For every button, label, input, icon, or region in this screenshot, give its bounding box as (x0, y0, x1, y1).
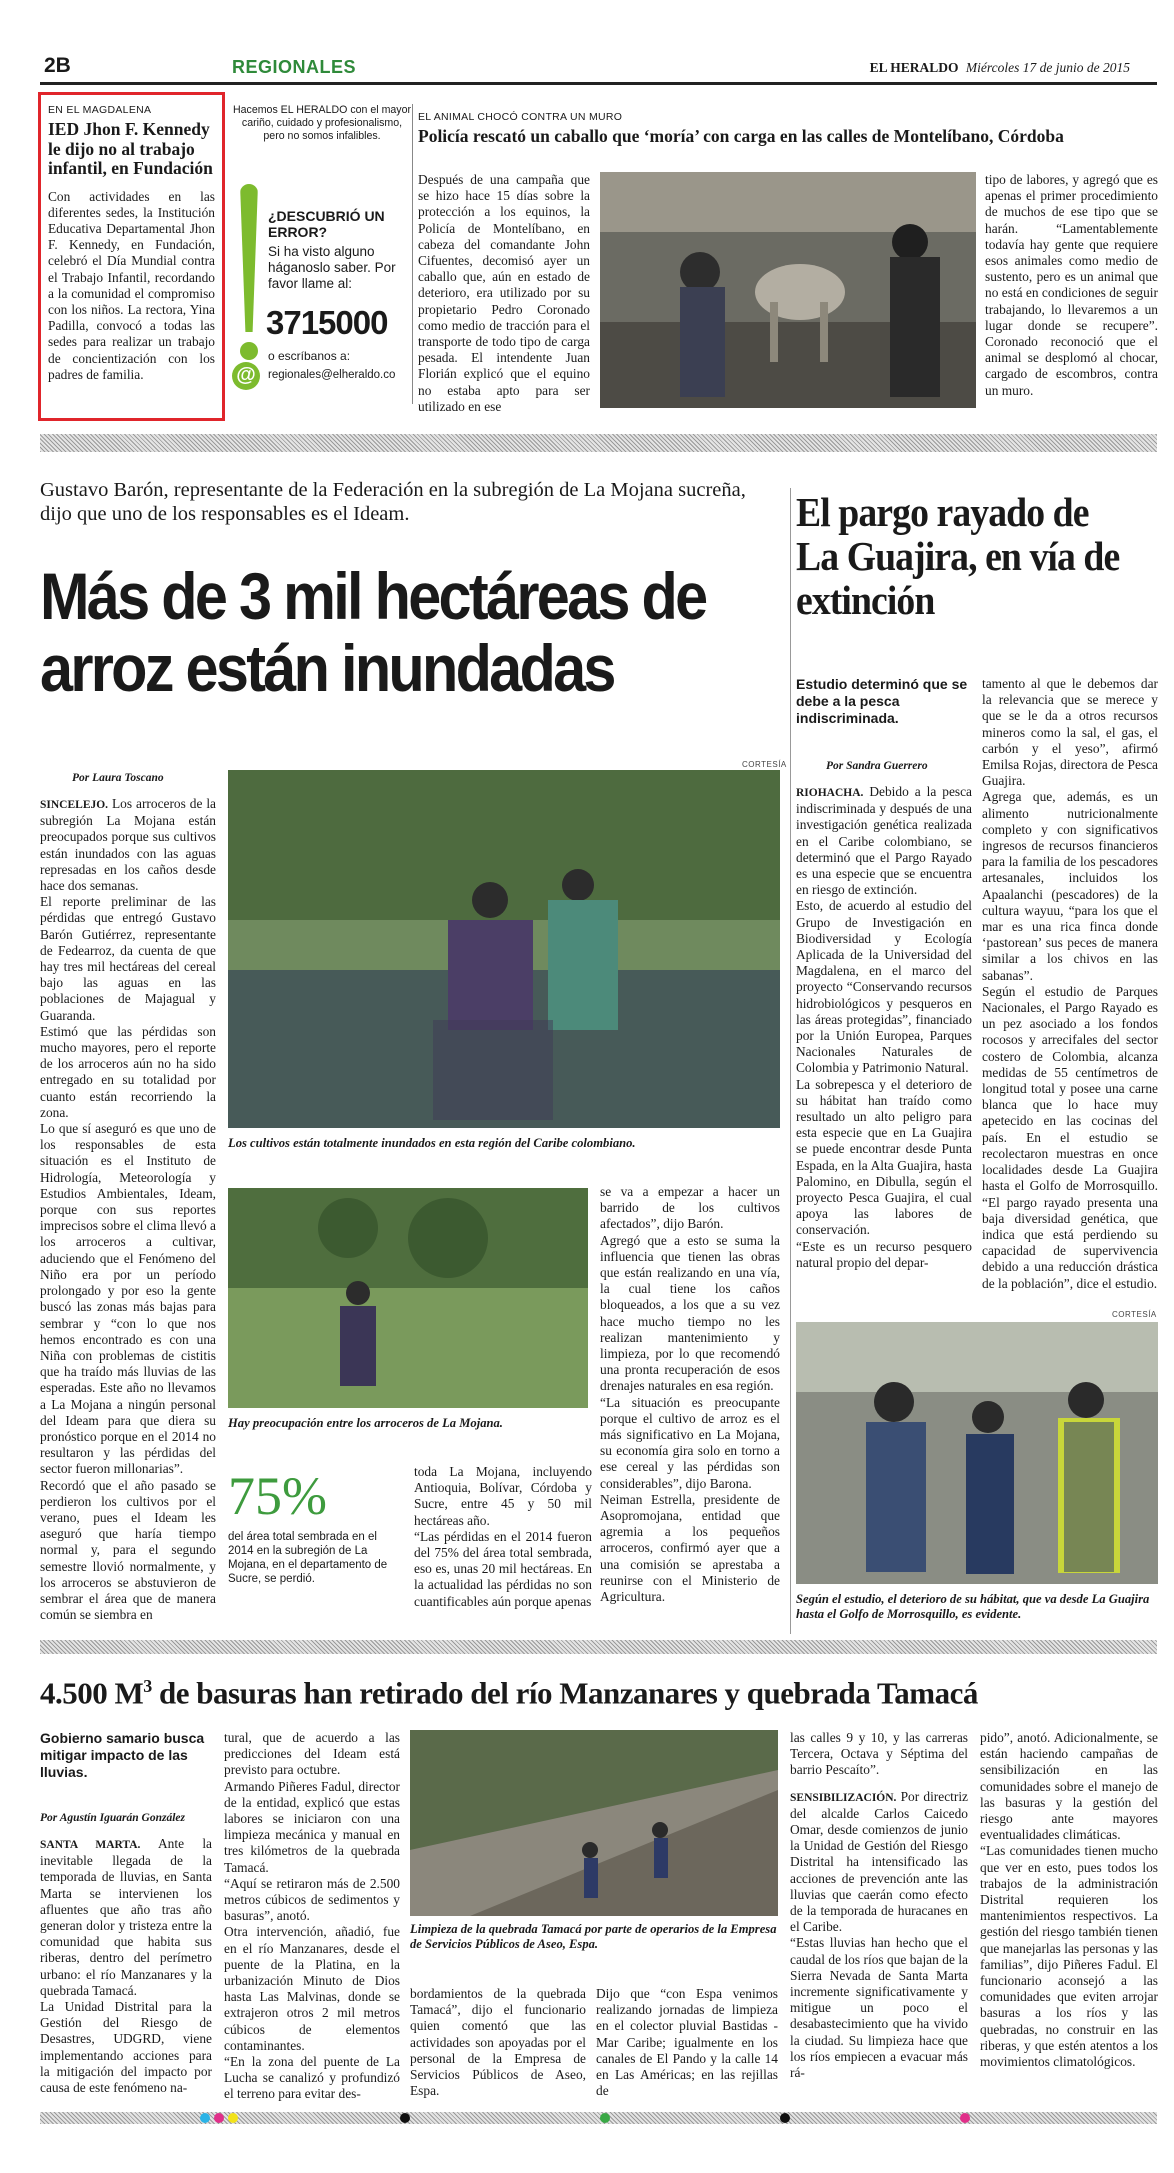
waste-byline: Por Agustín Iguarán González (40, 1812, 185, 1824)
horse-col2: tipo de labores, y agregó que es apenas el primer procedimiento de muchos de ese tipo que se harán. “Lamentablemente todavía hay gente que requiere esos animales como medio de sustento, pero es un animal que no está en condiciones de seguir trabajando, lo llevaremos a un lugar donde se recupere”. Coronado reconoció que el animal se desplomó al chocar, cargado de escombros, contra un muro. (985, 172, 1158, 398)
rice-photo-1-art (228, 770, 780, 1128)
waste-col5: las calles 9 y 10, y las carreras Tercera, Octava y Séptima del barrio Pescaíto”. SENSIBILIZACIÓN. Por directriz del alcalde Carlos Caicedo Omar, desde comienzos de junio la Unidad de Gestión del Riesgo Distrital ha intensificado las acciones de prevención ante las lluvias que caerán como efecto de la temporada de huracanes en el Caribe. “Estas lluvias han hecho que el caudal de los ríos que bajan de la Sierra Nevada de Santa Marta incremente significativamente y mitigue un poco el desabastecimiento que ha vivido la ciudad. Su limpieza hace que los ríos empiecen a evacuar más rá- (790, 1730, 968, 2081)
error-write: o escríbanos a: (268, 349, 351, 363)
waste-dateline: SANTA MARTA. (40, 1839, 141, 1851)
pargo-col1: RIOHACHA. Debido a la pesca indiscriminada y después de una investigación genética realizada en el Caribe colombiano, se determinó que el Pargo Rayado es una especie que se encuentra en riesgo de extinción. Esto, de acuerdo al estudio del Grupo de Investigación en Biodiversidad y Ecología Aplicada de la Universidad del Magdalena, en el marco del proyecto “Conservando recursos hidrobiológicos y pesqueros en las áreas protegidas”, financiado por la Unión Europea, Parques Nacionales Naturales de Colombia y Patrimonio Natural. La sobrepesca y el deterioro de su hábitat han traído como resultado un alto peligro para esta especie que en La Guajira se puede encontrar desde Punta Espada, en la Alta Guajira, hasta Palomino, en Dibulla, según el proyecto Pesca Guajira, el cual apoya las labores de conservación. “Este es un recurso pesquero natural propio del depar- (796, 784, 972, 1270)
reg-mark-cyan (200, 2113, 210, 2123)
waste-photo (410, 1730, 778, 1916)
rice-subhead: Gustavo Barón, representante de la Federación en la subregión de La Mojana sucreña, dijo que uno de los responsables es el Ideam. (40, 479, 746, 525)
brief-box (38, 92, 225, 421)
rice-photo-2 (228, 1188, 588, 1408)
print-registration-marks (200, 2113, 1000, 2123)
pargo-caption: Según el estudio, el deterioro de su hábitat, que va desde La Guajira hasta el Golfo de Morrosquillo, es evidente. (796, 1592, 1150, 1621)
waste-sensibilizacion-lead: SENSIBILIZACIÓN. (790, 1791, 897, 1804)
rice-title: Más de 3 mil hectáreas de arroz están inundadas (40, 559, 706, 705)
waste-col2: tural, que de acuerdo a las predicciones del Ideam está previsto para octubre. Armando Piñeres Fadul, director de la entidad, explicó que estas labores se iniciaron con una limpieza mecánica y manual en tres kilómetros de la quebrada Tamacá. “Aquí se retiraron más de 2.500 metros cúbicos de sedimentos y basuras”, anotó. Otra intervención, añadió, fue en el río Manzanares, desde el puente de la Platina, en la urbanización Minuto de Dios hasta Las Malvinas, donde se extrajeron otros 2 mil metros cúbicos de elementos contaminantes. “En la zona del puente de La Lucha se canalizó y profundizó el terreno para evitar des- (224, 1730, 400, 2102)
at-icon: @ (232, 362, 260, 390)
page-number: 2B (44, 54, 71, 77)
error-title: ¿DESCUBRIÓ UN ERROR? (268, 208, 385, 240)
waste-title: 4.500 $M^3$ de basuras han retirado del río Manzanares y quebrada Tamacá (40, 1675, 978, 1711)
column-divider-2 (790, 488, 791, 1634)
pargo-col2: tamento al que le debemos dar la relevancia que se merece y que se le da a otros recursos mineros como la sal, el gas, el carbón y el yeso”, afirmó Emilsa Rojas, directora de Pesca Guajira. Agrega que, además, es un alimento nutricionalmente completo y con significativos ingresos de recursos financieros para la familia de los pescadores artesanales, incluidos los Apaalanchi (pescadores) de la cultura wayuu, “para los que el mar es una rica finca donde ‘pastorean’ sus peces de manera similar a los chivos en las sabanas”. Según el estudio de Parques Nacionales, el Pargo Rayado es un pez asociado a los fondos rocosos y arrecifales del sector costero de Colombia, alcanza medidas de 55 centímetros de longitud total y posee una carne blanca que lo hace muy apetecido en las cocinas del país. En el estudio se recolectaron muestras en once localidades desde La Guajira hasta el Golfo de Morrosquillo. “El pargo rayado presenta una baja diversidad genética, que indica que está perdiendo su capacidad de supervivencia debido a una reducción drástica de la población”, dice el estudio. (982, 676, 1158, 1291)
brief-body: Con actividades en las diferentes sedes, la Institución Educativa Departamental Jhon F. Kennedy, en Fundación, celebró el Día Mundial contra el Trabajo Infantil, recordando a la comunidad el compromiso con los niños. La rectora, Yina Padilla, convocó a todas las sedes para realizar un trabajo de concientización con los padres de familia. (48, 188, 215, 382)
waste-col3: bordamientos de la quebrada Tamacá”, dijo el funcionario quien comentó que las actividades son apoyadas por el personal de la Empresa de Servicios Públicos de Aseo, Espa. (410, 1986, 586, 2099)
waste-col6: pido”, anotó. Adicionalmente, se están haciendo campañas de sensibilización en las comunidades sobre el manejo de las basuras y la gestión del riesgo ante mayores eventualidades climáticas. “Las comunidades tienen mucho que ver en esto, pues todos los trabajos de la administración Distrital requieren los mantenimientos respectivos. La gestión del riesgo también tienen que manejarlas las personas y las familias”, dijo Piñeres Fadul. El funcionario aconsejó a las comunidades que eviten arrojar basuras a los ríos y las quebradas, no construir en las riberas, y que estén atentos a los movimientos climatológicos. (980, 1730, 1158, 2070)
reg-mark-black (400, 2113, 410, 2123)
rice-col1: SINCELEJO. Los arroceros de la subregión La Mojana están preocupados porque sus cultivos están inundados con las aguas represadas en los caños desde hace dos semanas. El reporte preliminar de las pérdidas que entregó Gustavo Barón Gutiérrez, representante de Fedearroz, da cuenta de que hay tres mil hectáreas del cereal bajo las aguas en las poblaciones de Majagual y Guaranda. Estimó que las pérdidas son mucho mayores, pero el reporte de los arroceros aún no ha sido entregado en su totalidad por cuanto están recorriendo la zona. Lo que sí aseguró es que uno de los responsables de esta situación es el Instituto de Hidrología, Meteorología y Estudios Ambientales, Ideam, porque con sus reportes imprecisos sobre el clima llevó a los arroceros a cultivar, aduciendo que el Fenómeno del Niño era por un período prolongado y por eso la gente buscó las zonas más bajas para sembrar y “con lo que nos hemos encontrado es con una Niña con problemas de cistitis que ha traído más lluvias de las esperadas. Este año no llevamos a La Mojana a ningún personal del Ideam para que diera su pronóstico porque en el 2014 no resultaron y las pérdidas del sector fueron millonarias”. Recordó que el año pasado se perdieron los cultivos por el verano, pues el Ideam les aseguró que haría tiempo normal y, para el segundo semestre llovió normalmente, y los arroceros se abstuvieron de sembrar el área que de manera común se siembra en (40, 796, 216, 1623)
horse-kicker: EL ANIMAL CHOCÓ CONTRA UN MURO (418, 111, 623, 123)
reg-mark-black-2 (780, 2113, 790, 2123)
rice-caption-1: Los cultivos están totalmente inundados en esta región del Caribe colombiano. (228, 1136, 636, 1150)
column-divider (412, 104, 413, 404)
horse-photo-art (600, 172, 976, 408)
error-email[interactable]: regionales@elheraldo.co (268, 369, 396, 381)
waste-caption: Limpieza de la quebrada Tamacá por parte de operarios de la Empresa de Servicios Públicos de Aseo, Espa. (410, 1922, 777, 1951)
waste-summary: Gobierno samario busca mitigar impacto de las lluvias. (40, 1730, 205, 1780)
rice-byline: Por Laura Toscano (72, 772, 164, 784)
paper-name: EL HERALDO (869, 60, 959, 75)
section-band-1 (40, 434, 1157, 452)
horse-photo (600, 172, 976, 408)
reg-mark-green (600, 2113, 610, 2123)
stat-box (228, 1468, 404, 1586)
pargo-summary: Estudio determinó que se debe a la pesca indiscriminada. (796, 676, 968, 726)
pargo-dateline: RIOHACHA. (796, 787, 864, 799)
reg-mark-magenta-2 (960, 2113, 970, 2123)
rice-photo-2-art (228, 1188, 588, 1408)
reg-mark-magenta (214, 2113, 224, 2123)
rice-credit: CORTESÍA (742, 760, 787, 769)
stat-value: 75% (228, 1466, 327, 1526)
waste-photo-art (410, 1730, 778, 1916)
section-name: REGIONALES (232, 57, 357, 77)
horse-title: Policía rescató un caballo que ‘moría’ con carga en las calles de Montelíbano, Córdoba (418, 126, 1064, 146)
section-band-2 (40, 1640, 1157, 1654)
error-intro: Hacemos EL HERALDO con el mayor cariño, cuidado y profesionalismo, pero no somos infalibles. (233, 104, 411, 142)
masthead (870, 60, 1130, 76)
error-box (232, 104, 412, 404)
brief-title: IED Jhon F. Kennedy le dijo no al trabajo infantil, en Fundación (48, 119, 213, 178)
rice-photo-1 (228, 770, 780, 1128)
waste-col4: Dijo que “con Espa venimos realizando jornadas de limpieza en el colector pluvial Bastidas - Mar Caribe; igualmente en los canales de El Pando y la calle 14 en Las Américas; en las rejillas de (596, 1986, 778, 2099)
waste-col1: SANTA MARTA. Ante la inevitable llegada de la temporada de lluvias, en Santa Marta se intervienen los afluentes que año tras año generan dolor y tristeza entre la comunidad que habita sus riberas, dentro del perímetro urbano: el río Manzanares y la quebrada Tamacá. La Unidad Distrital para la Gestión del Riesgo de Desastres, UDGRD, viene implementando acciones para la mitigación del impacto por causa de este fenómeno na- (40, 1836, 212, 2096)
stat-text: del área total sembrada en el 2014 en la subregión de La Mojana, en el departamento de Sucre, se perdió. (228, 1531, 388, 1585)
pargo-photo-art (796, 1322, 1158, 1584)
pargo-credit: CORTESÍA (1112, 1310, 1157, 1319)
horse-col1: Después de una campaña que se hizo hace 15 días sobre la protección a los equinos, la Policía de Montelíbano, en cabeza del comandante John Cifuentes, decomisó ayer un caballo que, aún en estado de deterioro, era utilizado por su propietario Pedro Coronado como medio de tracción para el transporte de todo tipo de carga pesada. El intendente Juan Florián explicó que el equino no estaba apto para ser utilizado en ese (418, 172, 590, 414)
pargo-byline: Por Sandra Guerrero (826, 760, 928, 772)
rice-col-mid: se va a empezar a hacer un barrido de los cultivos afectados”, dijo Barón. Agregó que a esto se suma la influencia que tienen las obras que están realizando en una vía, la cual tiene los caños bloqueados, a los que a su vez hace mucho tiempo no les realizan mantenimiento y limpieza, por lo que recomendó una pronta recuperación de esos drenajes naturales en esa región. “La situación es preocupante porque el cultivo de arroz es el más significativo en La Mojana, su economía gira solo en torno a ese cereal y las pérdidas son considerables”, dijo Barona. Neiman Estrella, presidente de Asopromojana, entidad que agremia a los pequeños arroceros, confirmó ayer que a una comisión se aprestaba a reunirse con el Ministerio de Agricultura. (600, 1184, 780, 1605)
rice-caption-2: Hay preocupación entre los arroceros de La Mojana. (228, 1416, 503, 1430)
brief-kicker: EN EL MAGDALENA (48, 104, 152, 116)
pargo-photo (796, 1322, 1158, 1584)
reg-mark-yellow (228, 2113, 238, 2123)
pargo-title: El pargo rayado de La Guajira, en vía de extinción (796, 489, 1120, 623)
rice-col-bottom: toda La Mojana, incluyendo Antioquia, Bolívar, Córdoba y Sucre, entre 45 y 50 mil hectáreas año. “Las pérdidas en el 2014 fueron del 75% del área total sembrada, eso es, unas 20 mil hectáreas. En la actualidad las pérdidas no son cuantificables aún porque apenas (414, 1464, 592, 1609)
rice-dateline: SINCELEJO. (40, 799, 109, 811)
header-rule (40, 82, 1157, 85)
error-phone[interactable]: 3715000 (266, 304, 388, 341)
error-body: Si ha visto alguno háganoslo saber. Por favor llame al: (268, 244, 396, 291)
issue-date: Miércoles 17 de junio de 2015 (965, 60, 1130, 75)
exclamation-icon (240, 184, 258, 384)
